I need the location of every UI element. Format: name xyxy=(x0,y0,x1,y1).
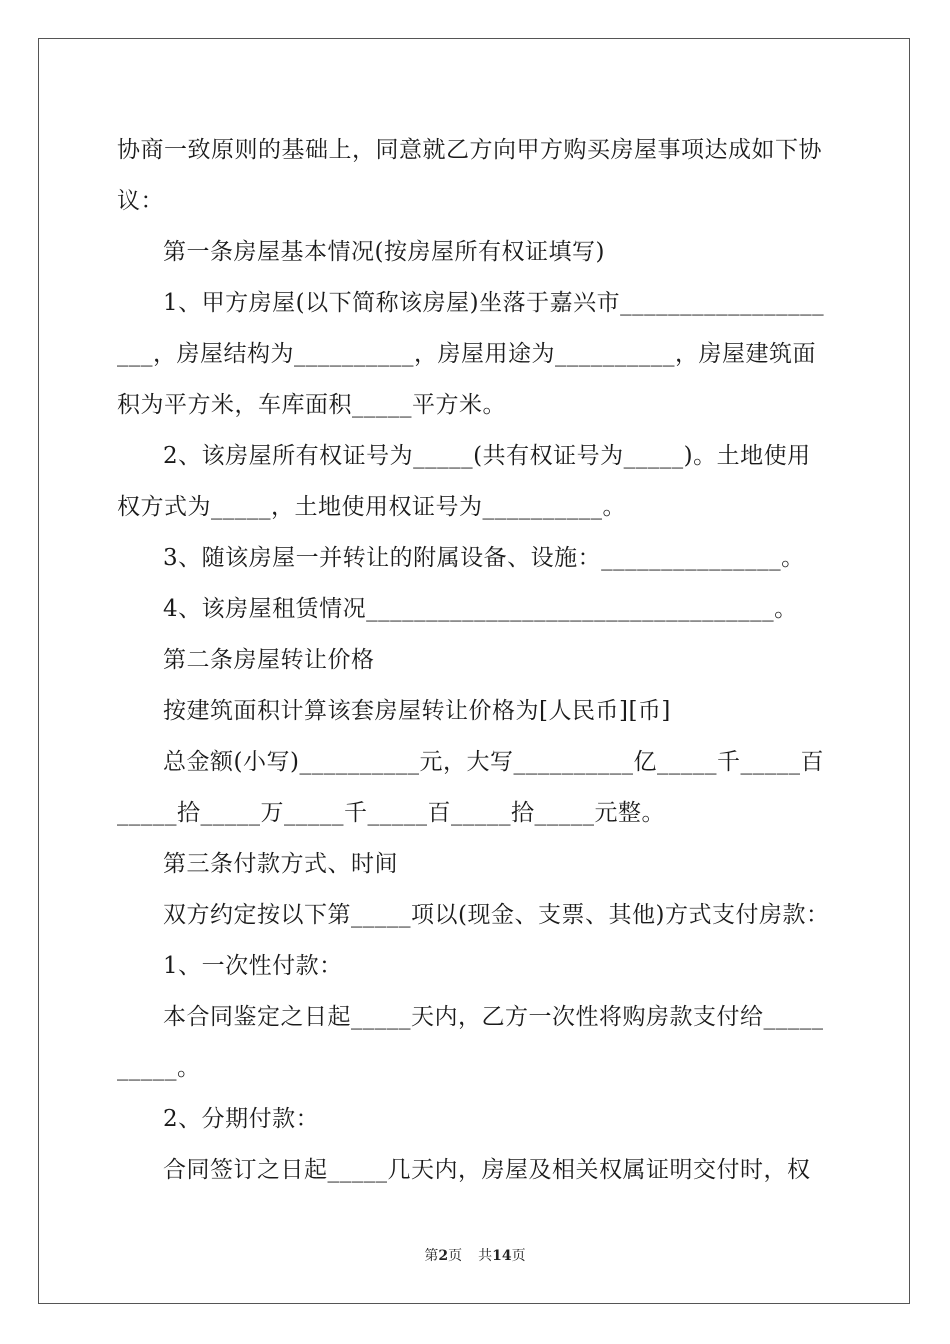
total-prefix: 共 xyxy=(478,1248,493,1264)
page-footer xyxy=(0,1245,950,1265)
page-prefix: 第 xyxy=(424,1248,439,1264)
article-heading: 第一条房屋基本情况(按房屋所有权证填写) xyxy=(163,239,605,265)
page-number: 2 xyxy=(438,1248,449,1264)
paragraph: 双方约定按以下第_____项以(现金、支票、其他)方式支付房款： xyxy=(163,902,830,928)
paragraph: 协商一致原则的基础上，同意就乙方向甲方购买房屋事项达成如下协议： xyxy=(117,137,822,214)
paragraph: 3、随该房屋一并转让的附属设备、设施：_______________。 xyxy=(163,545,805,571)
paragraph: 2、该房屋所有权证号为_____(共有权证号为_____)。土地使用权方式为_____，土地使用权证号为__________。 xyxy=(117,443,811,520)
paragraph: 1、甲方房屋(以下简称该房屋)坐落于嘉兴市_________________ ___，房屋结构为__________，房屋用途为__________，房屋建筑面积为平方米，车库面积_____平方米。 xyxy=(117,290,832,418)
paragraph: 2、分期付款： xyxy=(163,1106,320,1132)
article-heading: 第二条房屋转让价格 xyxy=(163,647,375,673)
page-suffix: 页 xyxy=(448,1248,463,1264)
paragraph: 1、一次性付款： xyxy=(163,953,343,979)
paragraph: 按建筑面积计算该套房屋转让价格为[人民币][币] xyxy=(163,698,671,724)
total-suffix: 页 xyxy=(511,1248,526,1264)
paragraph: 总金额(小写)__________元，大写__________亿_____千_____百_____拾_____万_____千_____百_____拾_____元整。 xyxy=(117,749,824,826)
article-heading: 第三条付款方式、时间 xyxy=(163,851,398,877)
total-pages: 14 xyxy=(492,1248,512,1264)
paragraph: 本合同鉴定之日起_____天内，乙方一次性将购房款支付给__________。 xyxy=(117,1004,824,1081)
document-body xyxy=(117,125,832,1196)
paragraph: 4、该房屋租赁情况__________________________________。 xyxy=(163,596,798,622)
paragraph: 合同签订之日起_____几天内，房屋及相关权属证明交付时，权 xyxy=(163,1157,811,1183)
